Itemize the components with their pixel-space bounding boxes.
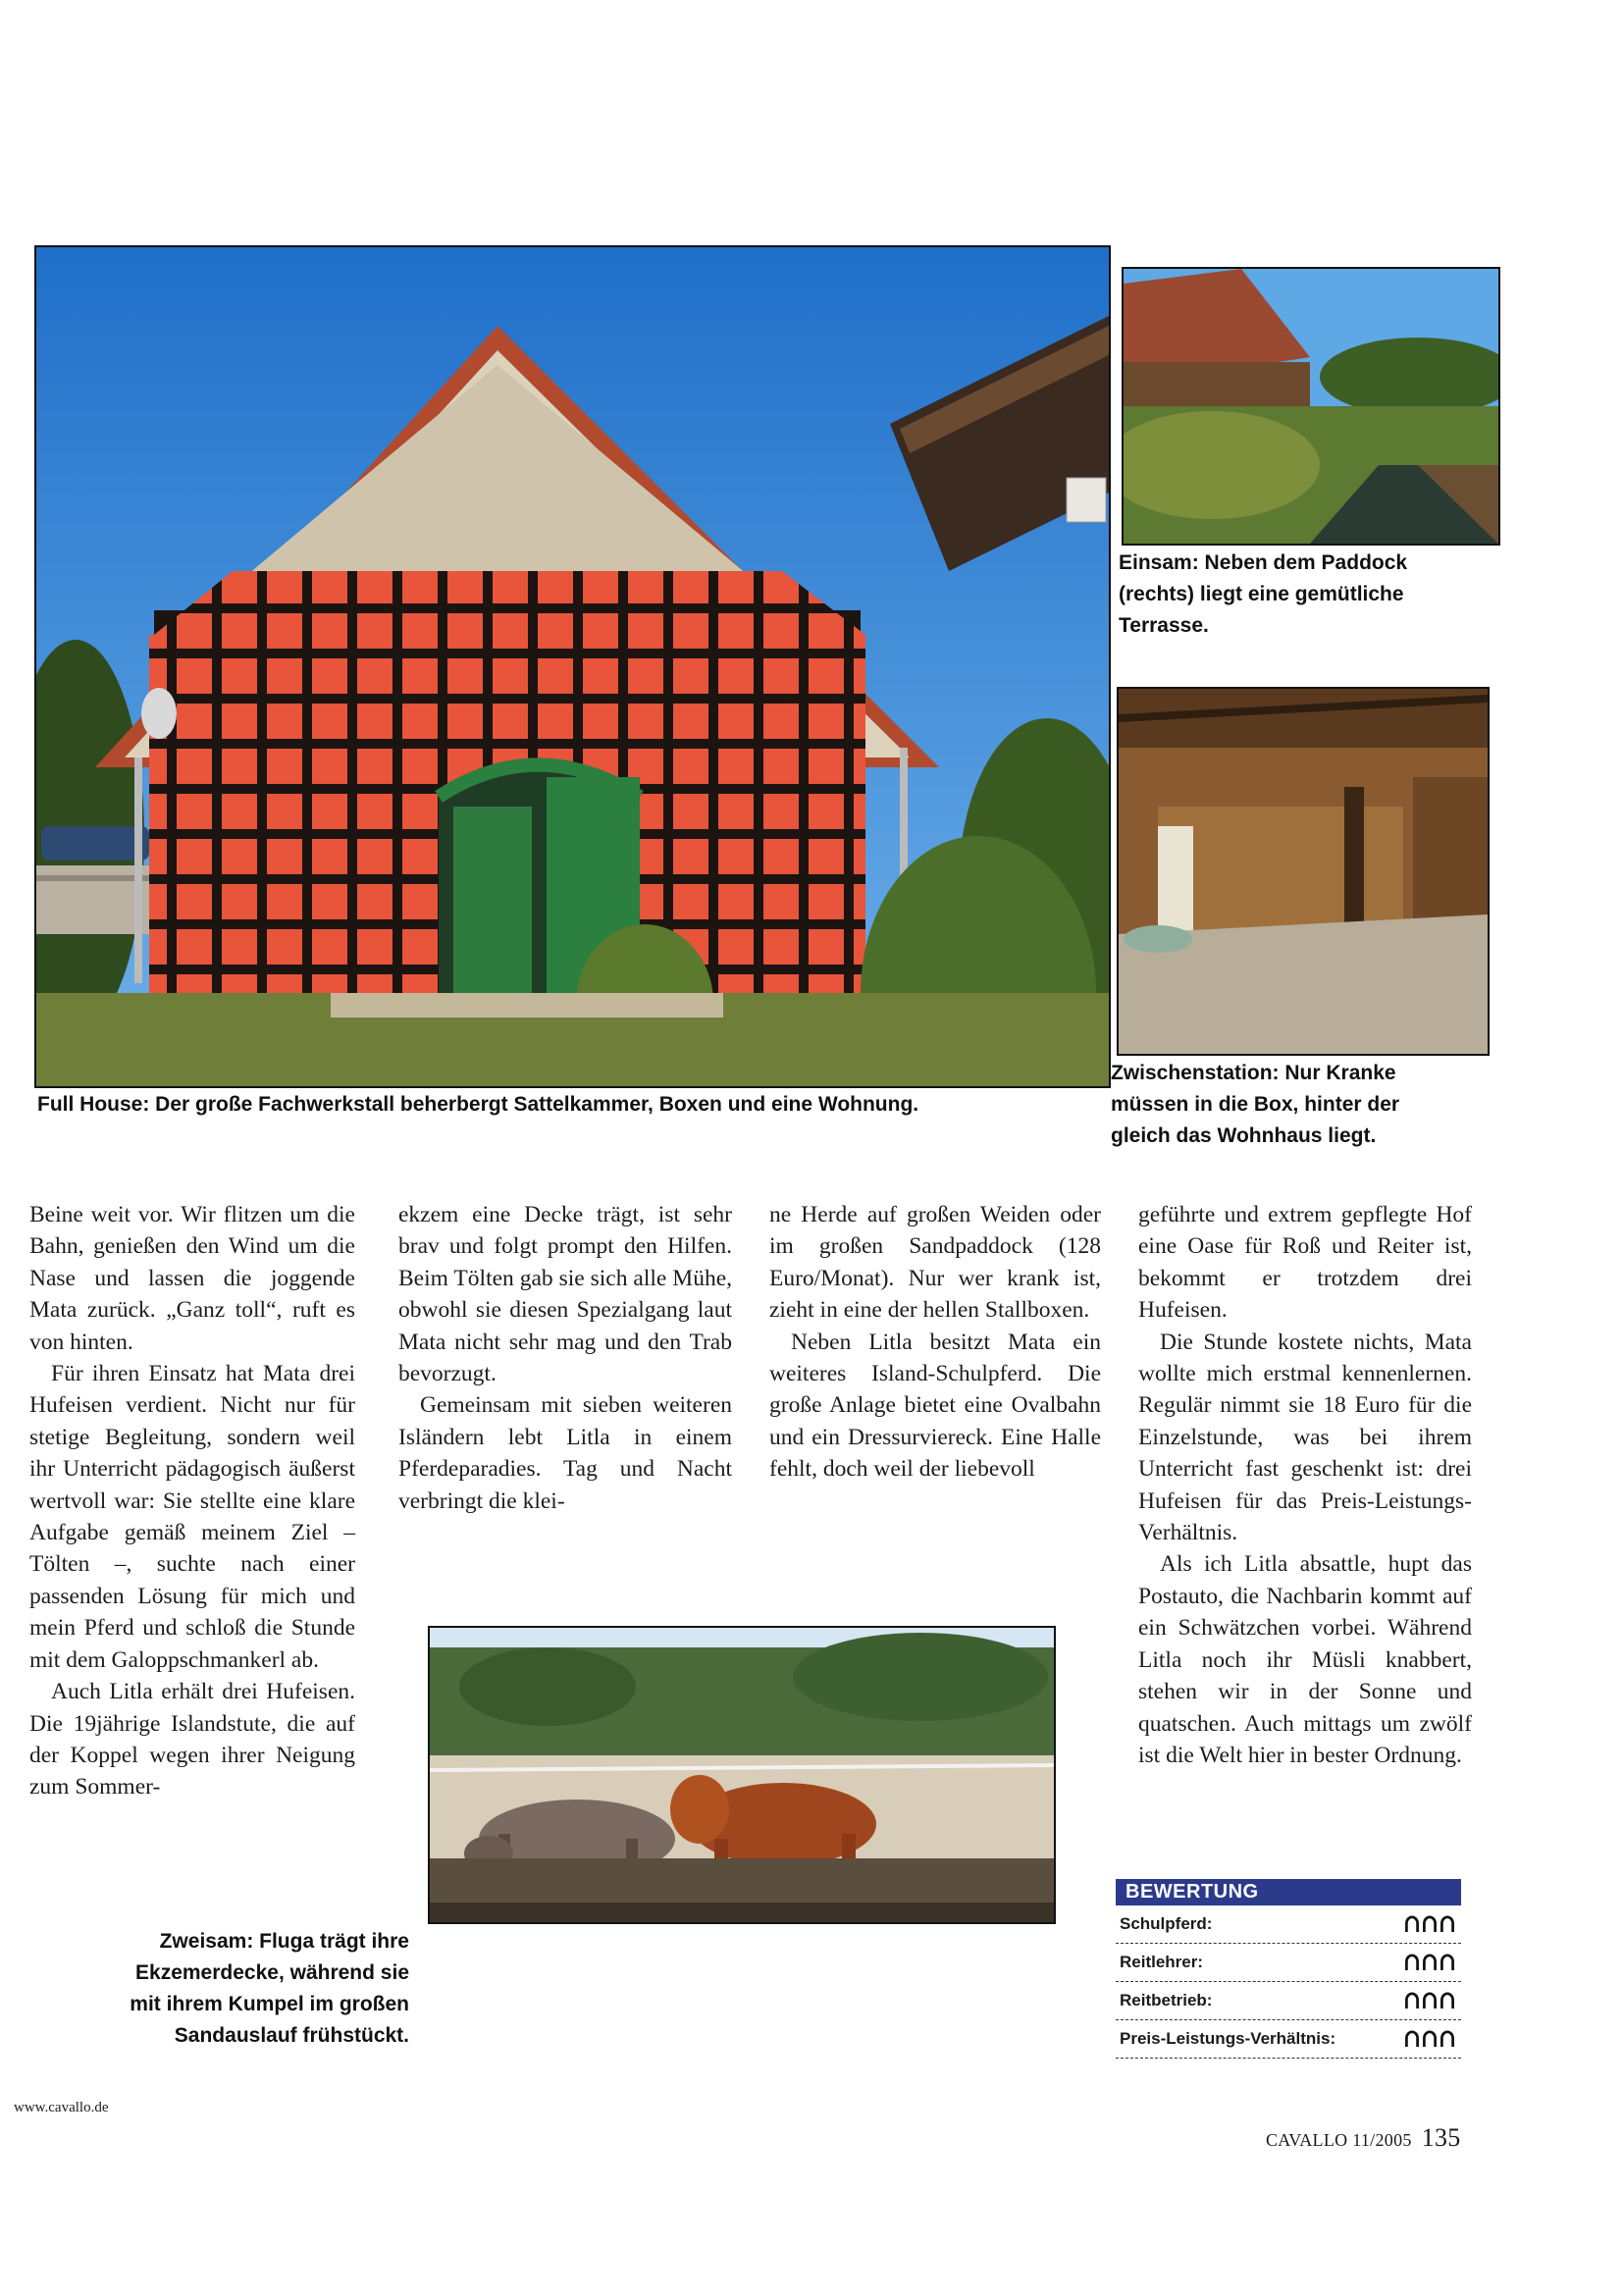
horseshoe-rating xyxy=(1404,1914,1455,1934)
stable-photo xyxy=(1117,687,1490,1056)
rating-box xyxy=(1116,1879,1461,2059)
rating-row-instructor xyxy=(1116,1944,1461,1982)
col1-paragraph-1: Beine weit vor. Wir flitzen um die Bahn, genießen den Wind um die Nase und lassen die joggende Mata zurück. „Ganz toll“, ruft es von hinten. xyxy=(29,1202,355,1355)
horses-illustration xyxy=(430,1628,1054,1922)
page-number: 135 xyxy=(1421,2123,1461,2152)
col4-paragraph-2: Die Stunde kostete nichts, Mata wollte mich erstmal kennenlernen. Regulär nimmt sie 18 Euro für die Einzelstunde, was bei ihrem Unterricht fast geschenkt ist: drei Hufeisen für das Preis-Leistungs-Verhältnis. xyxy=(1138,1329,1472,1546)
horseshoe-rating xyxy=(1404,1953,1455,1972)
main-photo-barn xyxy=(34,245,1111,1088)
horseshoe-icon xyxy=(1422,1991,1438,2010)
horses-caption-line-3: mit ihrem Kumpel im großen xyxy=(130,1993,409,2015)
col3-paragraph-1: ne Herde auf großen Weiden oder im großen Sandpaddock (128 Euro/Monat). Nur wer krank ist, zieht in eine der hellen Stallboxen. xyxy=(769,1202,1101,1324)
horses-caption-line-4: Sandauslauf frühstückt. xyxy=(174,2024,409,2047)
terrace-caption-line-2: (rechts) liegt eine gemütliche xyxy=(1119,583,1404,605)
rating-label: Reitbetrieb: xyxy=(1120,1991,1213,2009)
rating-title: BEWERTUNG xyxy=(1116,1879,1461,1905)
text-column-4 xyxy=(1138,1199,1472,1771)
horseshoe-icon xyxy=(1440,1953,1455,1972)
horseshoe-icon xyxy=(1440,1914,1455,1934)
horseshoe-icon xyxy=(1404,2029,1420,2049)
terrace-caption xyxy=(1119,548,1407,642)
terrace-caption-line-3: Terrasse. xyxy=(1119,614,1209,637)
horseshoe-rating xyxy=(1404,1991,1455,2010)
stable-caption xyxy=(1111,1058,1399,1152)
horseshoe-icon xyxy=(1404,1953,1420,1972)
horses-caption-line-1: Zweisam: Fluga trägt ihre xyxy=(159,1930,409,1953)
footer-magazine: CAVALLO 11/2005 xyxy=(1266,2130,1412,2150)
col4-paragraph-3: Als ich Litla absattle, hupt das Postauto, die Nachbarin kommt auf ein Schwätzchen vorbei. Während Litla noch ihr Müsli knabbert, stehen wir in der Sonne und quatschen. Auch mittags um zwölf ist die Welt hier in bester Ordnung. xyxy=(1138,1551,1472,1768)
col4-paragraph-1: geführte und extrem gepflegte Hof eine Oase für Roß und Reiter ist, bekommt er trotzdem drei Hufeisen. xyxy=(1138,1202,1472,1324)
horses-caption-line-2: Ekzemerdecke, während sie xyxy=(135,1961,409,1984)
col2-paragraph-2: Gemeinsam mit sieben weiteren Isländern lebt Litla in einem Pferdeparadies. Tag und Nacht verbringt die klei- xyxy=(398,1392,732,1514)
terrace-illustration xyxy=(1124,269,1498,544)
terrace-caption-line-1: Einsam: Neben dem Paddock xyxy=(1119,551,1408,574)
horses-caption xyxy=(130,1926,409,2052)
horseshoe-rating xyxy=(1404,2029,1455,2049)
horses-photo xyxy=(428,1626,1056,1924)
horseshoe-icon xyxy=(1422,1953,1438,1972)
rating-row-riding-stable xyxy=(1116,1982,1461,2020)
rating-label: Reitlehrer: xyxy=(1120,1953,1204,1971)
horseshoe-icon xyxy=(1404,1914,1420,1934)
footer-issue xyxy=(1266,2123,1461,2153)
col2-paragraph-1: ekzem eine Decke trägt, ist sehr brav und folgt prompt den Hilfen. Beim Tölten gab sie sich alle Mühe, obwohl sie diesen Spezialgang laut Mata nicht sehr mag und den Trab bevorzugt. xyxy=(398,1202,732,1387)
text-column-2 xyxy=(398,1199,732,1517)
rating-row-school-horse xyxy=(1116,1905,1461,1944)
terrace-photo xyxy=(1122,267,1500,546)
main-photo-caption-text: Full House: Der große Fachwerkstall beherbergt Sattelkammer, Boxen und eine Wohnung. xyxy=(37,1093,919,1116)
col3-paragraph-2: Neben Litla besitzt Mata ein weiteres Island-Schulpferd. Die große Anlage bietet eine Ovalbahn und ein Dressurviereck. Eine Halle fehlt, doch weil der liebevoll xyxy=(769,1329,1101,1483)
stable-caption-line-1: Zwischenstation: Nur Kranke xyxy=(1111,1062,1396,1084)
footer-website: www.cavallo.de xyxy=(14,2100,109,2115)
horseshoe-icon xyxy=(1440,2029,1455,2049)
main-photo-caption xyxy=(37,1089,918,1121)
horseshoe-icon xyxy=(1440,1991,1455,2010)
col1-paragraph-2: Für ihren Einsatz hat Mata drei Hufeisen verdient. Nicht nur für stetige Begleitung, sondern weil ihr Unterricht pädagogisch äußerst wertvoll war: Sie stellte eine klare Aufgabe gemäß meinem Ziel – Tölten –, suchte nach einer passenden Lösung für mich und mein Pferd und schloß die Stunde mit dem Galoppschmankerl ab. xyxy=(29,1361,355,1673)
horseshoe-icon xyxy=(1404,1991,1420,2010)
stable-caption-line-2: müssen in die Box, hinter der xyxy=(1111,1093,1400,1116)
stable-illustration xyxy=(1119,689,1488,1054)
text-column-3 xyxy=(769,1199,1101,1486)
rating-row-value-for-money xyxy=(1116,2020,1461,2059)
text-column-1 xyxy=(29,1199,355,1803)
col1-paragraph-3: Auch Litla erhält drei Hufeisen. Die 19jährige Islandstute, die auf der Koppel wegen ihrer Neigung zum Sommer- xyxy=(29,1679,355,1800)
rating-label: Schulpferd: xyxy=(1120,1914,1213,1933)
barn-illustration xyxy=(36,247,1109,1086)
stable-caption-line-3: gleich das Wohnhaus liegt. xyxy=(1111,1124,1377,1147)
rating-label: Preis-Leistungs-Verhältnis: xyxy=(1120,2029,1336,2048)
horseshoe-icon xyxy=(1422,1914,1438,1934)
horseshoe-icon xyxy=(1422,2029,1438,2049)
